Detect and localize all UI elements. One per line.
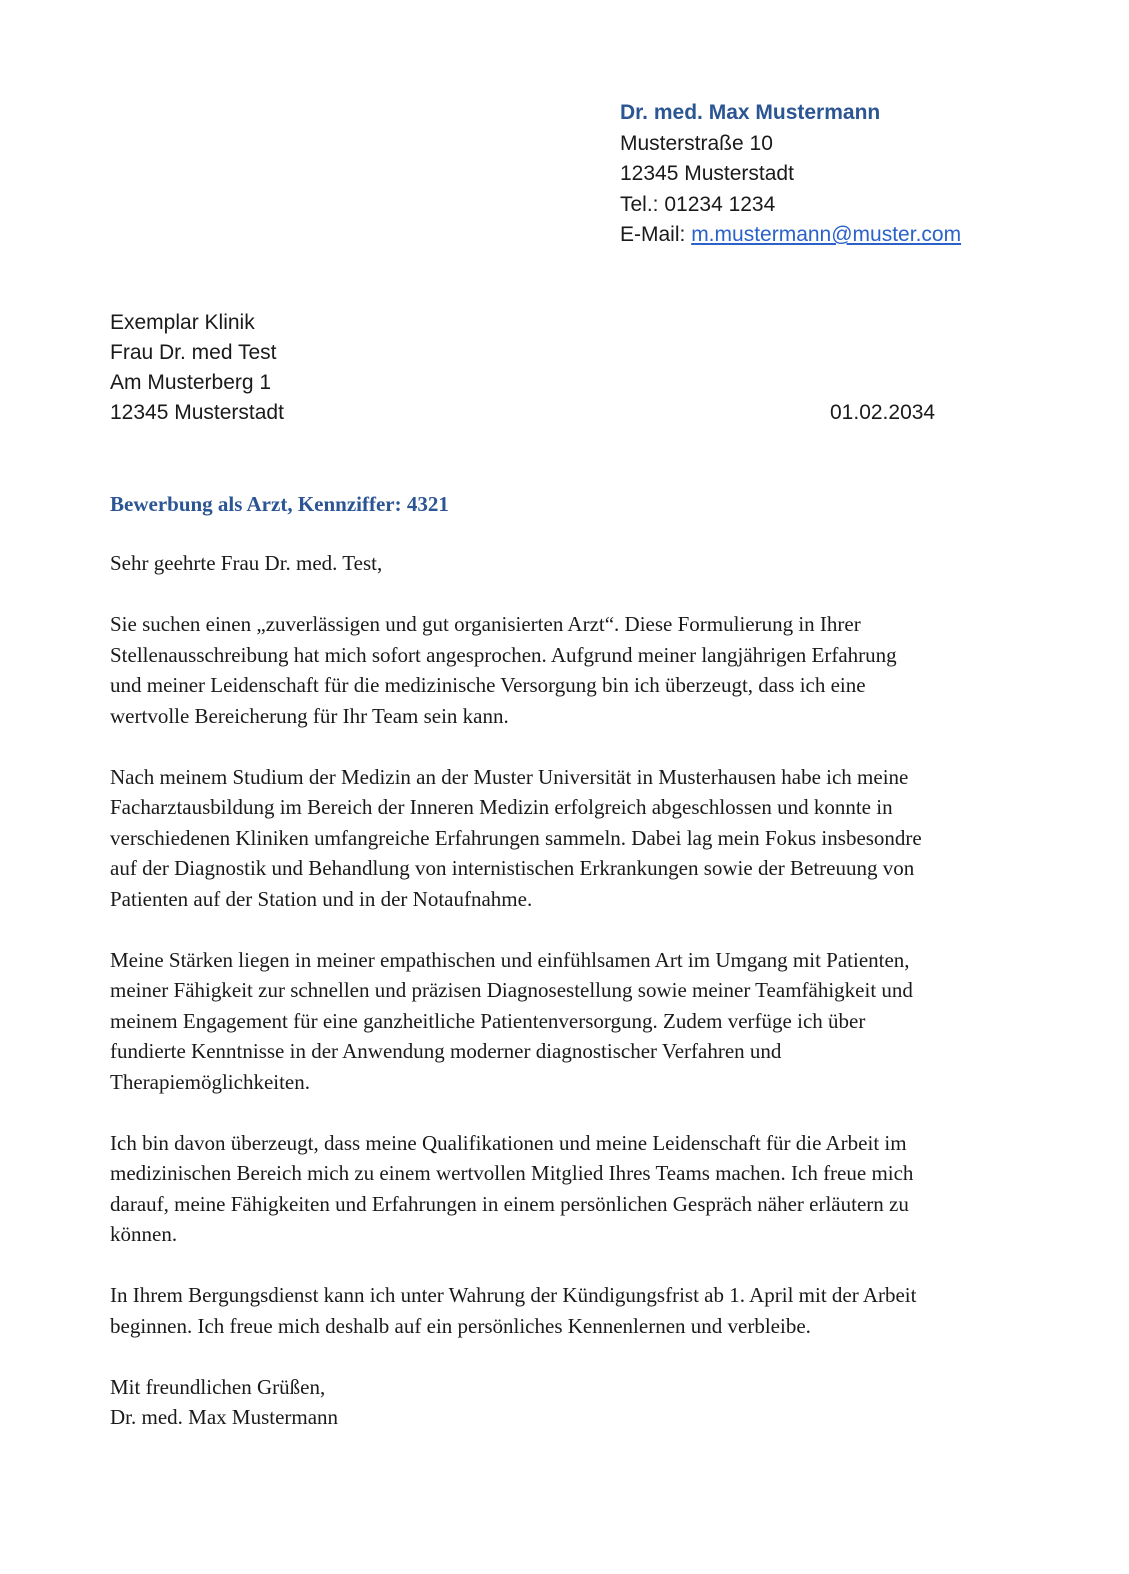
body-paragraph-3 — [110, 945, 1050, 1098]
paragraph-line: Sie suchen einen „zuverlässigen und gut organisierten Arzt“. Diese Formulierung in Ihrer — [110, 612, 861, 636]
sender-email-link[interactable]: m.mustermann@muster.com — [691, 223, 962, 246]
paragraph-line: meiner Fähigkeit zur schnellen und präzisen Diagnosestellung sowie meiner Teamfähigkeit und — [110, 978, 913, 1002]
sender-address-block — [620, 98, 961, 251]
letter-body — [110, 548, 1050, 1463]
sender-phone: Tel.: 01234 1234 — [620, 192, 776, 216]
letter-subject: Bewerbung als Arzt, Kennziffer: 4321 — [110, 492, 449, 516]
recipient-line-3: Am Musterberg 1 — [110, 371, 272, 394]
paragraph-line: Patienten auf der Station und in der Notaufnahme. — [110, 886, 533, 911]
sender-email-label: E-Mail: — [620, 223, 692, 246]
paragraph-line: In Ihrem Bergungsdienst kann ich unter Wahrung der Kündigungsfrist ab 1. April mit der Arbeit — [110, 1283, 917, 1307]
paragraph-line: und meiner Leidenschaft für die medizinische Versorgung bin ich überzeugt, dass ich eine — [110, 673, 866, 697]
closing-phrase: Mit freundlichen Grüßen, — [110, 1374, 326, 1399]
paragraph-line: Stellenausschreibung hat mich sofort angesprochen. Aufgrund meiner langjährigen Erfahrung — [110, 642, 897, 667]
paragraph-line: Facharztausbildung im Bereich der Inneren Medizin erfolgreich abgeschlossen und konnte in — [110, 795, 893, 819]
recipient-line-1: Exemplar Klinik — [110, 311, 255, 334]
letter-date: 01.02.2034 — [830, 401, 936, 424]
body-paragraph-4 — [110, 1128, 1050, 1250]
paragraph-line: meinem Engagement für eine ganzheitliche Patientenversorgung. Zudem verfüge ich über — [110, 1008, 866, 1033]
paragraph-line: Nach meinem Studium der Medizin an der Muster Universität in Musterhausen habe ich meine — [110, 764, 909, 789]
sender-name: Dr. med. Max Mustermann — [620, 101, 881, 124]
body-paragraph-2 — [110, 762, 1050, 915]
body-paragraph-5 — [110, 1280, 1050, 1341]
paragraph-line: verschiedenen Kliniken umfangreiche Erfahrungen sammeln. Dabei lag mein Fokus insbesondre — [110, 825, 922, 850]
paragraph-line: wertvolle Bereicherung für Ihr Team sein kann. — [110, 703, 509, 728]
body-paragraph-1 — [110, 609, 1050, 731]
paragraph-line: Therapiemöglichkeiten. — [110, 1069, 311, 1094]
paragraph-line: Ich bin davon überzeugt, dass meine Qualifikationen und meine Leidenschaft für die Arbeit im — [110, 1130, 907, 1155]
sender-street: Musterstraße 10 — [620, 131, 773, 155]
paragraph-line: medizinischen Bereich mich zu einem wertvollen Mitglied Ihres Teams machen. Ich freue mich — [110, 1161, 914, 1185]
sender-city: 12345 Musterstadt — [620, 162, 794, 185]
paragraph-line: können. — [110, 1222, 178, 1246]
paragraph-line: Meine Stärken liegen in meiner empathischen und einfühlsamen Art im Umgang mit Patienten, — [110, 947, 910, 972]
paragraph-line: darauf, meine Fähigkeiten und Erfahrungen in einem persönlichen Gespräch näher erläutern zu — [110, 1191, 909, 1216]
paragraph-line: beginnen. Ich freue mich deshalb auf ein persönliches Kennenlernen und verbleibe. — [110, 1313, 811, 1338]
recipient-address-block — [110, 308, 284, 428]
paragraph-line: auf der Diagnostik und Behandlung von internistischen Erkrankungen sowie der Betreuung von — [110, 856, 915, 880]
closing-block — [110, 1372, 1050, 1433]
salutation: Sehr geehrte Frau Dr. med. Test, — [110, 551, 383, 575]
signature-name: Dr. med. Max Mustermann — [110, 1405, 339, 1429]
paragraph-line: fundierte Kenntnisse in der Anwendung moderner diagnostischer Verfahren und — [110, 1039, 782, 1063]
sender-email-line — [620, 220, 961, 251]
recipient-line-4: 12345 Musterstadt — [110, 401, 284, 424]
recipient-line-2: Frau Dr. med Test — [110, 341, 277, 364]
